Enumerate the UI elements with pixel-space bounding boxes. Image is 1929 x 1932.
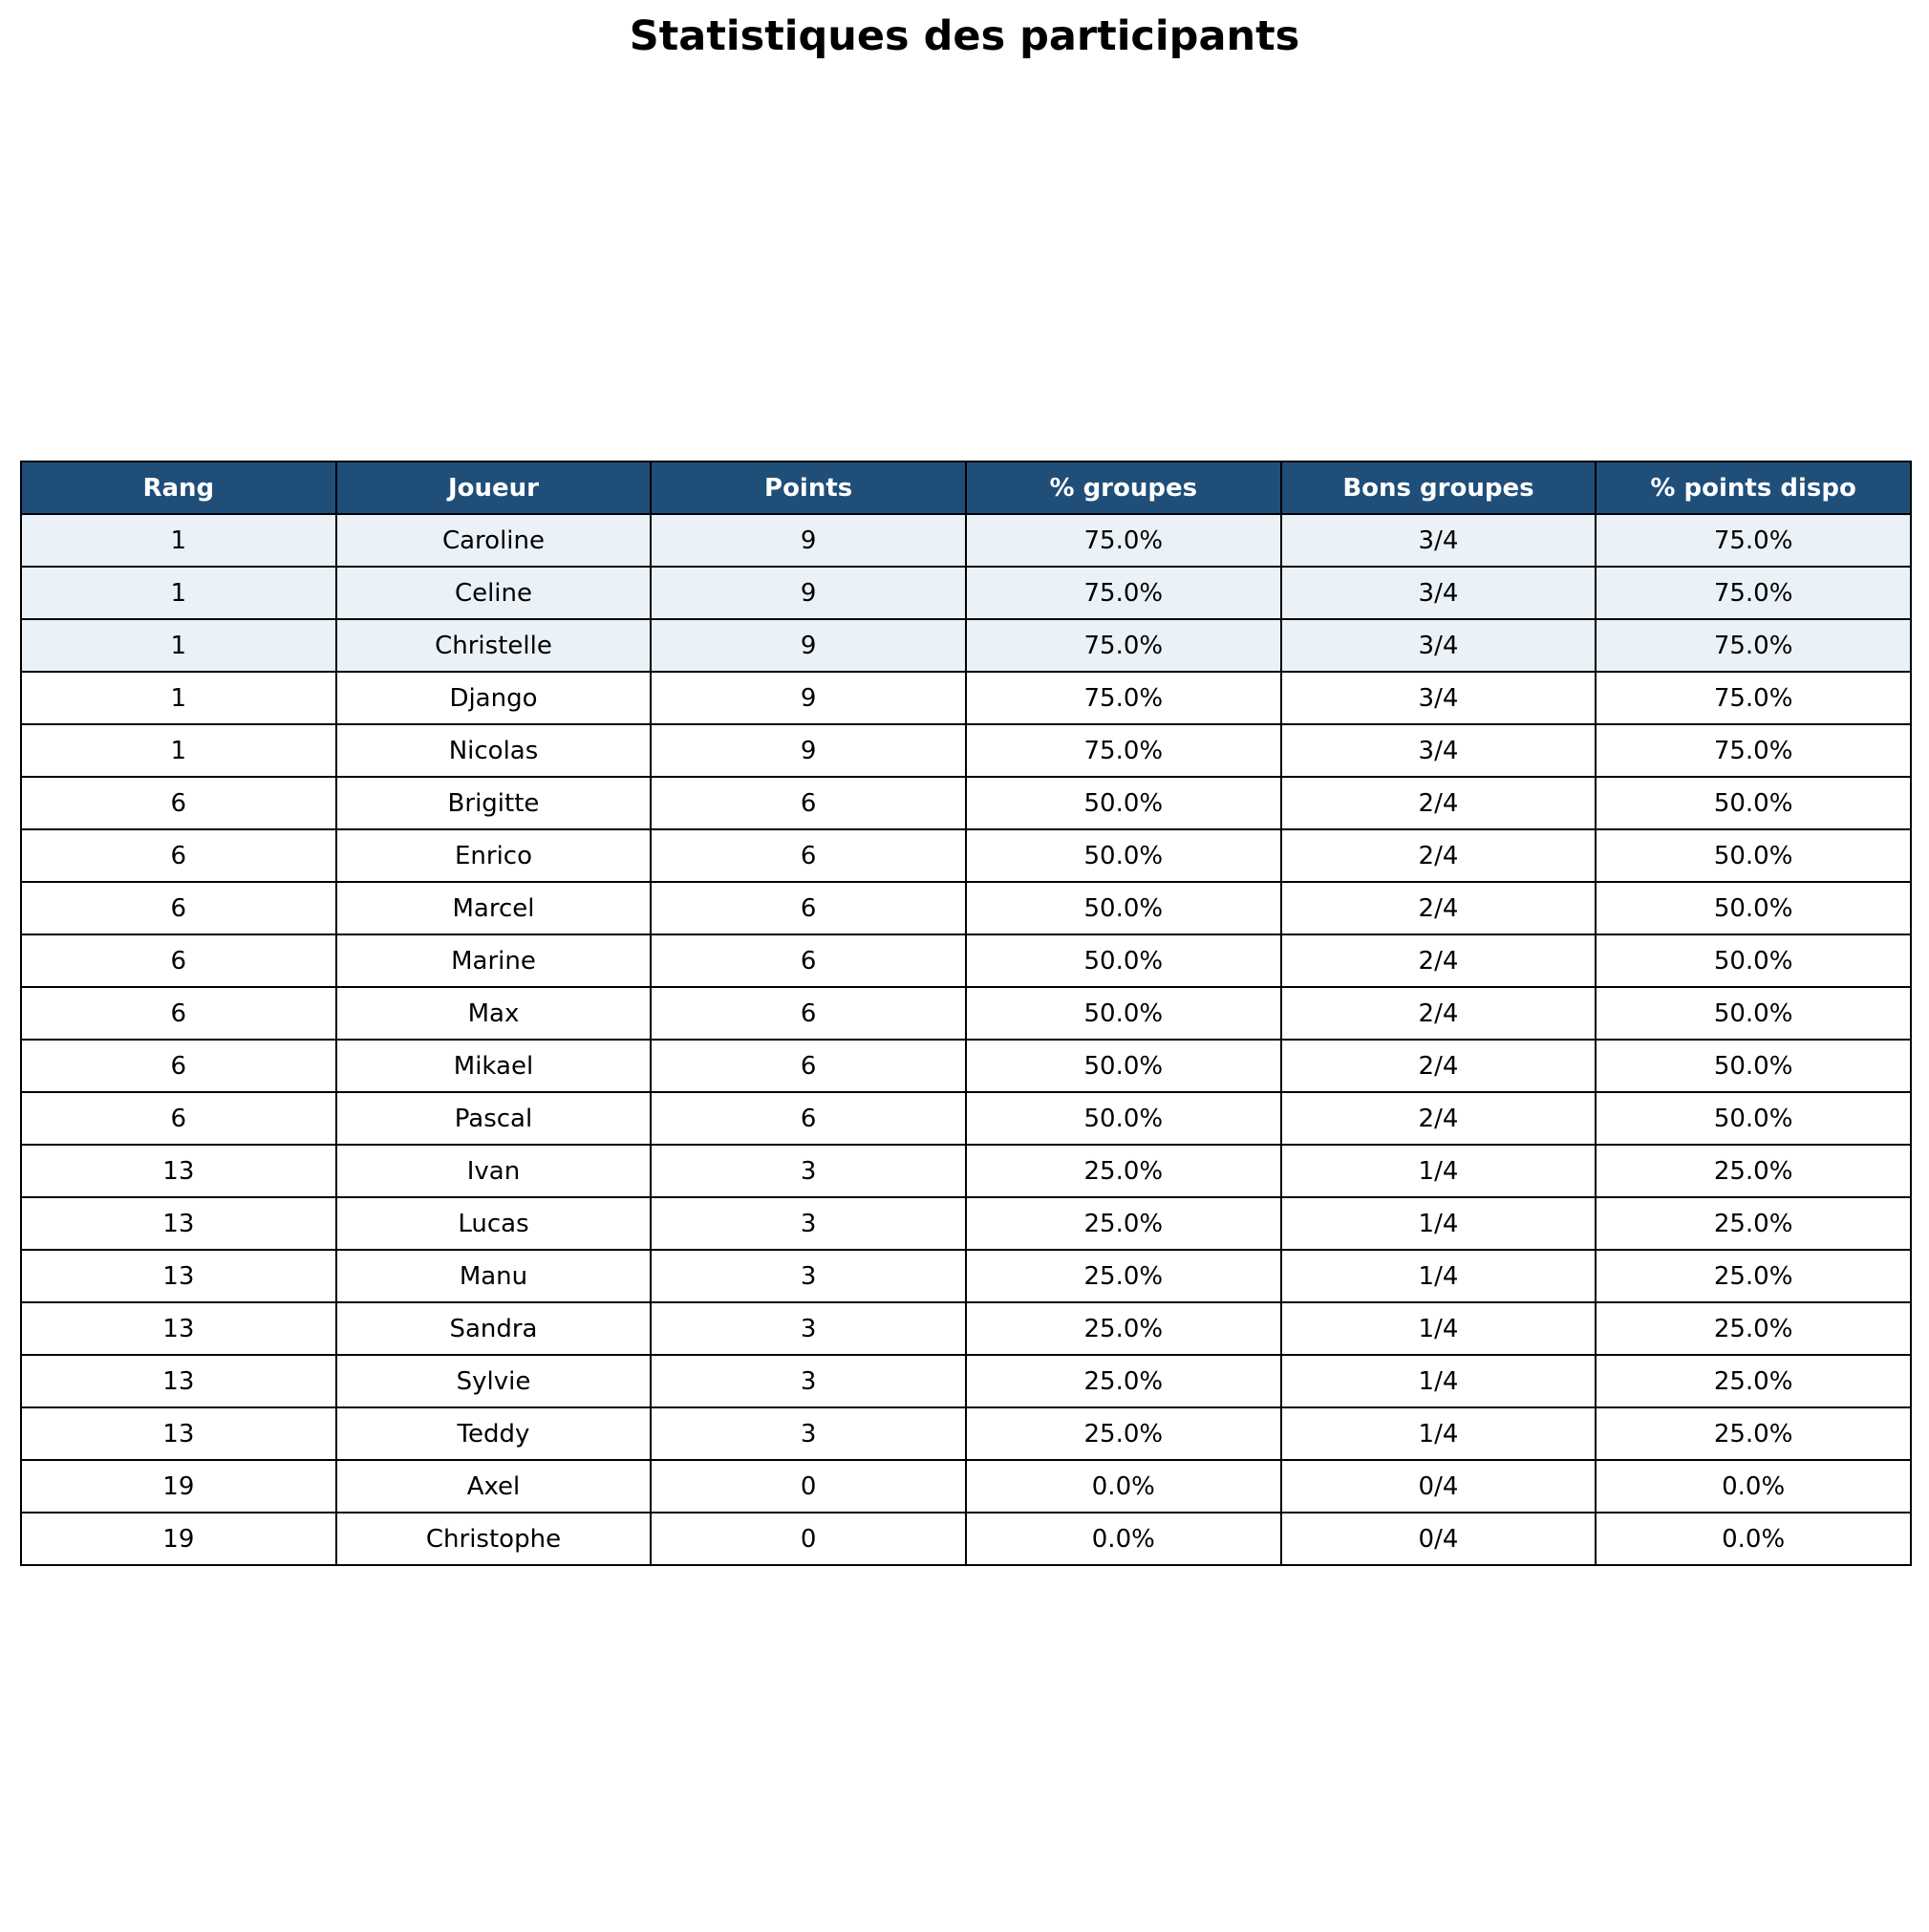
table-cell-joueur: Celine — [336, 567, 652, 619]
table-cell-rang: 13 — [21, 1302, 336, 1355]
table-cell-joueur: Marine — [336, 934, 652, 987]
table-cell-pct-groupes: 50.0% — [966, 882, 1281, 934]
table-cell-pct-points-dispo: 25.0% — [1596, 1407, 1911, 1460]
table-cell-bons-groupes: 1/4 — [1281, 1407, 1597, 1460]
table-cell-pct-points-dispo: 75.0% — [1596, 514, 1911, 567]
table-cell-bons-groupes: 3/4 — [1281, 672, 1597, 724]
table-cell-joueur: Nicolas — [336, 724, 652, 777]
table-cell-joueur: Christophe — [336, 1513, 652, 1565]
table-cell-rang: 19 — [21, 1513, 336, 1565]
table-cell-pct-groupes: 50.0% — [966, 934, 1281, 987]
header-row — [21, 462, 1911, 514]
table-body — [21, 514, 1911, 1565]
table-cell-joueur: Lucas — [336, 1197, 652, 1250]
table-cell-bons-groupes: 1/4 — [1281, 1250, 1597, 1302]
table-cell-points: 9 — [651, 514, 966, 567]
table-cell-bons-groupes: 1/4 — [1281, 1145, 1597, 1197]
column-header-points: Points — [651, 462, 966, 514]
table-cell-rang: 6 — [21, 934, 336, 987]
table-cell-joueur: Django — [336, 672, 652, 724]
table-cell-joueur: Max — [336, 987, 652, 1040]
table-cell-pct-groupes: 50.0% — [966, 1092, 1281, 1145]
table-cell-rang: 6 — [21, 777, 336, 829]
table-cell-pct-points-dispo: 25.0% — [1596, 1145, 1911, 1197]
table-row — [21, 1145, 1911, 1197]
table-cell-points: 9 — [651, 619, 966, 672]
table-cell-rang: 13 — [21, 1197, 336, 1250]
table-cell-joueur: Teddy — [336, 1407, 652, 1460]
column-header-pct-points-dispo: % points dispo — [1596, 462, 1911, 514]
table-cell-pct-groupes: 75.0% — [966, 567, 1281, 619]
table-cell-pct-points-dispo: 50.0% — [1596, 1092, 1911, 1145]
table-cell-joueur: Sylvie — [336, 1355, 652, 1407]
table-row — [21, 514, 1911, 567]
table-cell-joueur: Ivan — [336, 1145, 652, 1197]
table-row — [21, 934, 1911, 987]
table-cell-joueur: Manu — [336, 1250, 652, 1302]
table-cell-pct-groupes: 0.0% — [966, 1460, 1281, 1513]
table-cell-pct-groupes: 25.0% — [966, 1407, 1281, 1460]
table-cell-bons-groupes: 3/4 — [1281, 619, 1597, 672]
table-row — [21, 1197, 1911, 1250]
table-header — [21, 462, 1911, 514]
table-cell-pct-points-dispo: 50.0% — [1596, 882, 1911, 934]
table-row — [21, 724, 1911, 777]
table-cell-rang: 6 — [21, 882, 336, 934]
table-row — [21, 1302, 1911, 1355]
table-row — [21, 1250, 1911, 1302]
table-cell-bons-groupes: 3/4 — [1281, 514, 1597, 567]
table-cell-bons-groupes: 2/4 — [1281, 934, 1597, 987]
table-row — [21, 987, 1911, 1040]
table-cell-pct-groupes: 50.0% — [966, 1040, 1281, 1092]
table-cell-joueur: Axel — [336, 1460, 652, 1513]
table-cell-pct-points-dispo: 0.0% — [1596, 1460, 1911, 1513]
table-cell-pct-points-dispo: 25.0% — [1596, 1302, 1911, 1355]
table-cell-pct-groupes: 25.0% — [966, 1250, 1281, 1302]
table-cell-bons-groupes: 2/4 — [1281, 882, 1597, 934]
table-cell-points: 3 — [651, 1302, 966, 1355]
table-cell-points: 3 — [651, 1197, 966, 1250]
table-cell-joueur: Pascal — [336, 1092, 652, 1145]
column-header-joueur: Joueur — [336, 462, 652, 514]
table-cell-points: 6 — [651, 777, 966, 829]
table-row — [21, 567, 1911, 619]
table-cell-points: 6 — [651, 1092, 966, 1145]
page-title: Statistiques des participants — [629, 12, 1300, 60]
table-cell-bons-groupes: 2/4 — [1281, 829, 1597, 882]
table-cell-points: 9 — [651, 672, 966, 724]
table-cell-pct-groupes: 75.0% — [966, 514, 1281, 567]
table-cell-pct-points-dispo: 75.0% — [1596, 724, 1911, 777]
table-cell-pct-points-dispo: 25.0% — [1596, 1250, 1911, 1302]
table-cell-joueur: Mikael — [336, 1040, 652, 1092]
table-cell-bons-groupes: 3/4 — [1281, 567, 1597, 619]
table-cell-rang: 1 — [21, 619, 336, 672]
table-cell-bons-groupes: 2/4 — [1281, 987, 1597, 1040]
table-cell-rang: 13 — [21, 1355, 336, 1407]
table-cell-pct-points-dispo: 25.0% — [1596, 1355, 1911, 1407]
table-cell-pct-points-dispo: 75.0% — [1596, 672, 1911, 724]
table-cell-joueur: Brigitte — [336, 777, 652, 829]
table-row — [21, 619, 1911, 672]
column-header-pct-groupes: % groupes — [966, 462, 1281, 514]
table-cell-bons-groupes: 1/4 — [1281, 1197, 1597, 1250]
table-cell-points: 0 — [651, 1513, 966, 1565]
column-header-bons-groupes: Bons groupes — [1281, 462, 1597, 514]
table-cell-rang: 13 — [21, 1250, 336, 1302]
table-cell-pct-groupes: 75.0% — [966, 619, 1281, 672]
table-row — [21, 882, 1911, 934]
table-row — [21, 1355, 1911, 1407]
column-header-rang: Rang — [21, 462, 336, 514]
table-cell-pct-points-dispo: 50.0% — [1596, 829, 1911, 882]
table-cell-joueur: Marcel — [336, 882, 652, 934]
table-cell-points: 3 — [651, 1355, 966, 1407]
table-cell-pct-points-dispo: 50.0% — [1596, 1040, 1911, 1092]
table-cell-bons-groupes: 0/4 — [1281, 1460, 1597, 1513]
table-row — [21, 829, 1911, 882]
table-cell-points: 6 — [651, 1040, 966, 1092]
table-cell-rang: 1 — [21, 514, 336, 567]
table-cell-joueur: Caroline — [336, 514, 652, 567]
table-cell-rang: 19 — [21, 1460, 336, 1513]
table-cell-pct-points-dispo: 50.0% — [1596, 934, 1911, 987]
table-cell-joueur: Sandra — [336, 1302, 652, 1355]
table-cell-bons-groupes: 1/4 — [1281, 1302, 1597, 1355]
table-cell-points: 6 — [651, 882, 966, 934]
table-row — [21, 1040, 1911, 1092]
table-cell-bons-groupes: 3/4 — [1281, 724, 1597, 777]
table-cell-bons-groupes: 0/4 — [1281, 1513, 1597, 1565]
table-cell-points: 6 — [651, 934, 966, 987]
table-cell-joueur: Enrico — [336, 829, 652, 882]
table-cell-bons-groupes: 1/4 — [1281, 1355, 1597, 1407]
table-cell-points: 6 — [651, 829, 966, 882]
table-row — [21, 1513, 1911, 1565]
table-cell-points: 6 — [651, 987, 966, 1040]
table-cell-rang: 1 — [21, 724, 336, 777]
table-cell-bons-groupes: 2/4 — [1281, 777, 1597, 829]
table-cell-points: 9 — [651, 567, 966, 619]
table-cell-rang: 6 — [21, 1092, 336, 1145]
table-cell-pct-groupes: 25.0% — [966, 1197, 1281, 1250]
table-row — [21, 1407, 1911, 1460]
table-cell-pct-points-dispo: 75.0% — [1596, 567, 1911, 619]
table-cell-rang: 13 — [21, 1407, 336, 1460]
table-cell-pct-groupes: 25.0% — [966, 1302, 1281, 1355]
table-cell-points: 0 — [651, 1460, 966, 1513]
table-cell-rang: 1 — [21, 672, 336, 724]
table-cell-bons-groupes: 2/4 — [1281, 1040, 1597, 1092]
table-cell-pct-points-dispo: 75.0% — [1596, 619, 1911, 672]
table-cell-rang: 6 — [21, 987, 336, 1040]
table-row — [21, 1092, 1911, 1145]
table-cell-bons-groupes: 2/4 — [1281, 1092, 1597, 1145]
table-cell-pct-groupes: 50.0% — [966, 829, 1281, 882]
table-cell-points: 3 — [651, 1145, 966, 1197]
table-cell-pct-points-dispo: 25.0% — [1596, 1197, 1911, 1250]
table-cell-joueur: Christelle — [336, 619, 652, 672]
table-cell-pct-groupes: 25.0% — [966, 1145, 1281, 1197]
table-cell-points: 3 — [651, 1407, 966, 1460]
table-cell-pct-groupes: 25.0% — [966, 1355, 1281, 1407]
table-cell-pct-groupes: 0.0% — [966, 1513, 1281, 1565]
table-cell-rang: 1 — [21, 567, 336, 619]
table-cell-pct-groupes: 75.0% — [966, 724, 1281, 777]
table-row — [21, 777, 1911, 829]
table-row — [21, 1460, 1911, 1513]
table-cell-rang: 13 — [21, 1145, 336, 1197]
table-cell-points: 9 — [651, 724, 966, 777]
table-row — [21, 672, 1911, 724]
table-cell-pct-points-dispo: 50.0% — [1596, 987, 1911, 1040]
table-cell-rang: 6 — [21, 829, 336, 882]
table-cell-pct-groupes: 50.0% — [966, 987, 1281, 1040]
table-cell-points: 3 — [651, 1250, 966, 1302]
table-cell-pct-points-dispo: 50.0% — [1596, 777, 1911, 829]
participants-table — [20, 461, 1912, 1566]
table-cell-pct-points-dispo: 0.0% — [1596, 1513, 1911, 1565]
table-cell-pct-groupes: 50.0% — [966, 777, 1281, 829]
table-cell-pct-groupes: 75.0% — [966, 672, 1281, 724]
table-cell-rang: 6 — [21, 1040, 336, 1092]
